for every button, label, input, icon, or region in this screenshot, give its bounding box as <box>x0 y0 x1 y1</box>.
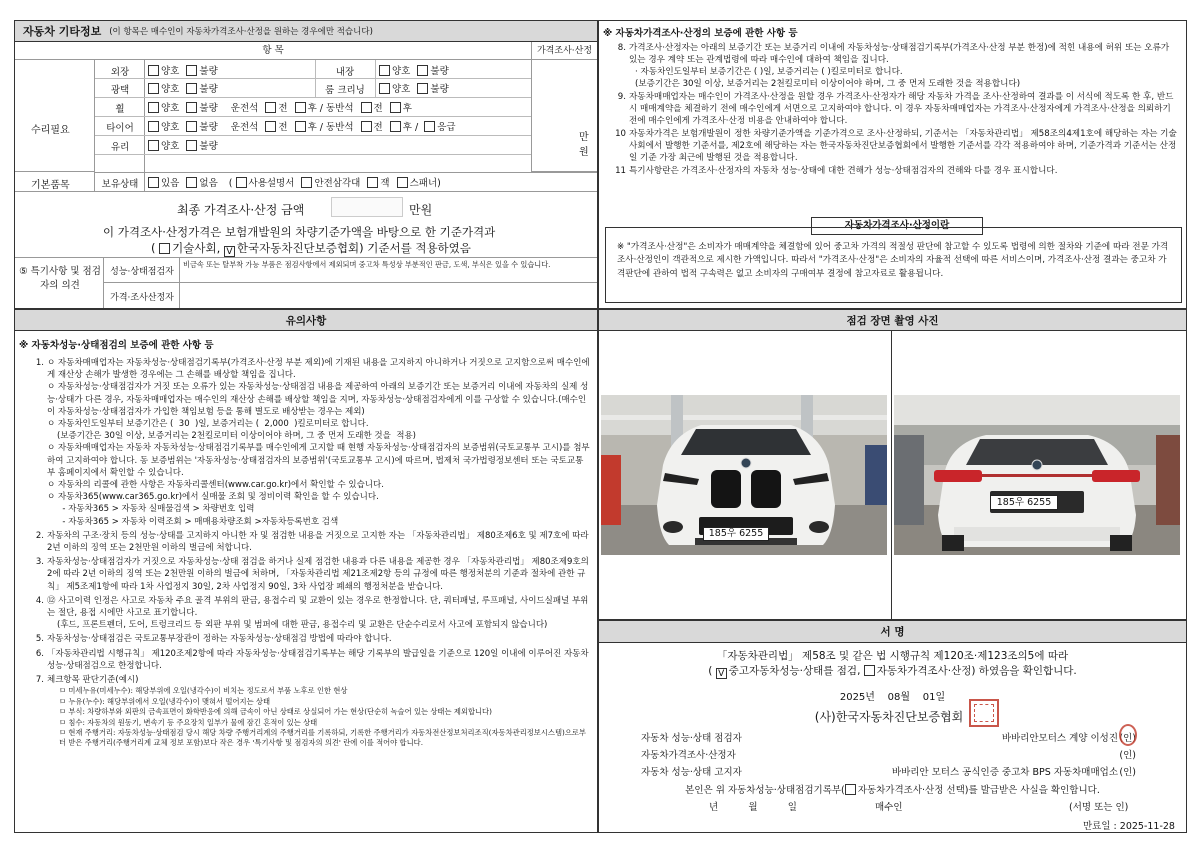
price-warranty-item <box>613 42 1178 66</box>
notice-item <box>31 491 591 503</box>
signature-header <box>599 621 1186 643</box>
tire-rear-slash-label: 후 / <box>402 122 419 133</box>
rear-passenger-label: 후 / 동반석 <box>307 103 354 114</box>
tire-passenger-front-checkbox[interactable] <box>361 121 372 132</box>
sign-perf-label: 중고자동차성능·상태를 점검, <box>728 665 861 677</box>
price-warranty-list <box>613 42 1178 177</box>
item-text: ㅇ 자동차매매업자는 자동차 자동차성능·상태점검기록부를 매수인에게 고지할 때 현행 자동차성능·상태점검자의 보증범위(국토교통부 고시)를 첨부하여 고지하여야 합니다. 동 보증범위는 '자동차성능·상태점검자의 보증범위'(국토교통부 고시)에 따르며, 법제처 국가법령정보센터 또는 국토교통부 홈페이지에서 확인할 수 있습니다. <box>47 443 590 478</box>
item-number: 4. <box>35 595 44 606</box>
notice-item <box>31 479 591 491</box>
sign-price-label: 자동차가격조사·산정) 하였음을 확인합니다. <box>876 665 1077 677</box>
signature-row-value[interactable]: 바바리안 모터스 공식인증 중고차 BPS 자동차매매업소 <box>891 767 1118 778</box>
criteria-item: ㅁ 현재 주행거리: 자동차성능·상태점검 당시 해당 차량 주행거리계의 주행거리를 기록하되, 기록한 주행거리가 자동차전산정보처리조직(자동차관리정보시스템)으로부터 받은 주행거리(주행거리계 교체 정보 포함)보다 작은 경우 '특기사항 및 점검자의 의견' 란에 이를 적어야 합니다. <box>59 727 586 748</box>
rear-passenger-label: 후 / 동반석 <box>307 122 354 133</box>
opt-bad-label: 불량 <box>199 141 218 152</box>
item-text: - 자동차365 > 자동차 이력조회 > 매매용차량조회 >자동차등록번호 검색 <box>57 516 339 527</box>
item-text: - 자동차365 > 자동차 실매물검색 > 차량번호 입력 <box>57 504 255 515</box>
price-warranty-item <box>613 78 1178 90</box>
sign-perf-checkbox[interactable]: V <box>716 668 727 679</box>
item-number: 7. <box>35 675 44 686</box>
opt-good-label: 양호 <box>161 103 180 114</box>
opt-good-label: 양호 <box>161 84 180 95</box>
front-plate: 185우 6255 <box>703 527 769 541</box>
item-number <box>31 381 47 418</box>
wheel-passenger-front-checkbox[interactable] <box>361 102 372 113</box>
opt-bad-label: 불량 <box>430 66 449 77</box>
item-number <box>31 418 47 430</box>
seal-placeholder: (인) <box>1119 733 1136 744</box>
interior-good-checkbox[interactable] <box>379 65 390 76</box>
item-text: 자동차가격은 보험개발원이 정한 차량기준가액을 기준가격으로 조사·산정하되, 기준서는 「자동차관리법」 제58조의4제1호에 해당하는 자는 기술사회에서 발행한 기준서를, 제2호에 해당하는 자는 한국자동차진단보증협회에서 발행한 기준서를 각각 적용하여야 하며, 기준가격과 기준서는 산정일 기준 가장 최근에 발행된 것을 적용합니다. <box>629 129 1177 163</box>
receipt-date: 년 월 일 <box>709 802 797 813</box>
notice-item <box>31 418 591 430</box>
row-tire-label: 타이어 <box>106 123 134 134</box>
tire-bad-checkbox[interactable] <box>186 121 197 132</box>
price-warranty-item <box>613 91 1178 127</box>
price-definition-text: ※ "가격조사·산정"은 소비자가 매매계약을 체결함에 있어 중고차 가격의 적절성 판단에 참고할 수 있도록 법령에 의한 절차와 기준에 따라 전문 가격조사·산정인이 객관적으로 제시한 가액입니다. 따라서 "가격조사·산정"은 소비자의 자율적 선택에 따른 서비스이며, 가격조사·산정 결과는 중고차 가격판단에 관하여 법적 구속력은 없고 소비자의 구매여부 결정에 참고자료로 활용됩니다. <box>617 242 1169 279</box>
other-info-header <box>15 21 597 42</box>
row-glass-label: 유리 <box>110 142 130 153</box>
other-info-section: 자동차 기타정보 (이 항목은 매수인이 자동차가격조사·산정을 원하는 경우에만 적습니다) 항 목 가격조사·산정 만원 수리필요 기본품목 외장 양호 불량 내장 양호 불량 광택 양호 불량 룸 크리닝 양호 불량 휠 양호 불량 운전석 전 후 / 동반석 전 후 타이어 양호 불량 운전석 전 후 / 동반석 전 후 / 응급 유리 양호 불량 보유상태 있음 없음 ( 사용설명서 안전삼각대 잭 스패너) 최종 가격조사·산정 금액 만원 이 가격조사·산정가격은 보험개발원의 차량기준가액을 바탕으로 한 기준가격과 ( 기술사회, V 한국자동차진단보증협회) 기준서를 적용하였음 ⑤ 특기사항 및 점검자의 의견 성능·상태점검자 비금속 또는 탈부착 가능 부품은 점검사항에서 제외되며 중고차 특성상 부분적인 판금, 도색, 부식은 있을 수 있습니다. 가격·조사산정자 <box>14 20 598 309</box>
price-warranty-item <box>613 66 1178 78</box>
item-number <box>31 619 47 631</box>
item-number: 9. <box>617 92 626 102</box>
item-text: 체크항목 판단기준(예시) <box>47 675 139 686</box>
notice-list <box>31 357 591 749</box>
signature-title: 서 명 <box>880 626 905 638</box>
glass-good-checkbox[interactable] <box>148 140 159 151</box>
item-text: 가격조사·산정자는 아래의 보증기간 또는 보증거리 이내에 자동차성능·상태점검기록부(가격조사·산정 부분 한정)에 적힌 내용에 허위 또는 오류가 있는 경우 계약 또는 관계법령에 따라 매수인에 대하여 책임을 집니다. <box>629 43 1170 65</box>
signature-law-line: 「자동차관리법」 제58조 및 같은 법 시행규칙 제120조·제123조의5에 따라 <box>716 650 1069 662</box>
item-text: ㅇ 자동차성능·상태점검자가 거짓 또는 오류가 있는 자동차성능·상태점검 내용을 제공하여 아래의 보증기간 또는 보증거리 이내에 자동차의 실제 성능·상태가 다른 경우, 자동차매매업자는 매수인의 재산상 손해를 배상할 책임을 지며, 자동차성능·상태점검자에게 이를 구상할 수 있습니다.(매수인이 자동차성능·상태점검자가 가입한 책임보험 등을 통해 별도로 배상받는 경우는 제외) <box>47 382 589 417</box>
front-label: 전 <box>278 103 288 114</box>
tire-driver-label: 운전석 <box>230 122 259 133</box>
emergency-label: 응급 <box>437 122 456 133</box>
room-good-checkbox[interactable] <box>379 83 390 94</box>
basis-line1: 이 가격조사·산정가격은 보험개발원의 차량기준가액을 바탕으로 한 기준가격과 <box>103 225 496 239</box>
notice-item <box>31 595 591 619</box>
basis-paren-open: ( <box>151 241 156 255</box>
item-text: ㅇ 자동차인도일부터 보증기간은 ( 30 )일, 보증거리는 ( 2,000 )킬로미터로 합니다. <box>47 419 369 430</box>
opt-bad-label: 불량 <box>199 103 218 114</box>
basis-tech-checkbox[interactable] <box>159 243 170 254</box>
tire-driver-rear-checkbox[interactable] <box>295 121 306 132</box>
item-text: 특기사항란은 가격조사·산정자의 자동차 성능·상태에 대한 견해가 성능·상태점검자의 견해와 다를 경우 표시합니다. <box>629 166 1058 176</box>
row-interior-label: 내장 <box>335 67 355 78</box>
price-warranty-section <box>598 20 1187 309</box>
triangle-checkbox[interactable] <box>301 177 312 188</box>
item-number: 11 <box>615 166 626 176</box>
tire-driver-front-checkbox[interactable] <box>265 121 276 132</box>
receipt-text-b: 자동차가격조사·산정 선택)를 발급받은 사실을 확인합니다. <box>857 785 1100 796</box>
photo-section <box>598 309 1187 620</box>
item-number <box>31 479 47 491</box>
basic-label: 기본품목 <box>31 180 70 191</box>
item-text: 자동차매매업자는 매수인이 가격조사·산정을 원할 경우 가격조사·산정자가 해당 자동차 가격을 조사·산정하여 결과를 이 서식에 적도록 한 후, 반드시 매매계약을 체결하기 전에 매수인에게 서면으로 고지하여야 합니다. 이 경우 자동차매매업자는 가격조사·산정자에게 가격조사·산정을 의뢰하기 전에 매수인에게 가격조사·산정 비용을 안내하여야 합니다. <box>629 92 1174 126</box>
item-text: ㅇ 자동차의 리콜에 관한 사항은 자동차리콜센터(www.car.go.kr)에서 확인할 수 있습니다. <box>47 480 384 491</box>
item-number: 8. <box>617 43 626 53</box>
price-inspector-label: 가격·조사산정자 <box>110 293 174 303</box>
signature-org: (사)한국자동차진단보증협회 <box>814 710 964 724</box>
basis-kaida-label: 한국자동차진단보증협회 <box>236 241 360 255</box>
item-number: 1. <box>35 358 44 368</box>
item-number <box>31 503 47 515</box>
wheel-good-checkbox[interactable] <box>148 102 159 113</box>
row-exterior-label: 외장 <box>110 67 130 78</box>
price-definition-subtitle: 자동차가격조사·산정이란 <box>811 217 983 235</box>
jack-label: 잭 <box>380 178 390 189</box>
sign-price-checkbox[interactable] <box>864 665 875 676</box>
notice-item <box>31 674 591 686</box>
tire-emergency-checkbox[interactable] <box>424 121 435 132</box>
col-item-header: 항 목 <box>15 42 531 60</box>
opt-good-label: 양호 <box>161 141 180 152</box>
wheel-driver-rear-checkbox[interactable] <box>295 102 306 113</box>
item-number: 3. <box>35 557 44 568</box>
perf-inspector-opinion: 비금속 또는 탈부착 가능 부품은 점검사항에서 제외되며 중고차 특성상 부분적인 판금, 도색, 부식은 있을 수 있습니다. <box>183 260 551 269</box>
receipt-text-a: 본인은 위 자동차성능·상태점검기록부( <box>685 785 845 796</box>
seal-placeholder: (인) <box>1119 750 1136 761</box>
notice-section <box>14 309 598 833</box>
final-amount-unit: 만원 <box>409 203 433 217</box>
price-warranty-title: ※ 자동차가격조사·산정의 보증에 관한 사항 등 <box>603 28 798 39</box>
signature-rows <box>599 728 1186 779</box>
opt-bad-label: 불량 <box>199 84 218 95</box>
item-number <box>31 516 47 528</box>
wheel-bad-checkbox[interactable] <box>186 102 197 113</box>
opt-bad-label: 불량 <box>199 66 218 77</box>
perf-inspector-label: 성능·상태점검자 <box>110 267 174 277</box>
exterior-bad-checkbox[interactable] <box>186 65 197 76</box>
manual-label: 사용설명서 <box>248 178 295 189</box>
item-number: 6. <box>35 648 44 659</box>
final-amount-label: 최종 가격조사·산정 금액 <box>177 203 305 217</box>
basic-none-checkbox[interactable] <box>186 177 197 188</box>
manual-checkbox[interactable] <box>236 177 247 188</box>
notice-item <box>31 516 591 528</box>
row-status-label: 보유상태 <box>101 179 139 190</box>
wheel-passenger-rear-checkbox[interactable] <box>390 102 401 113</box>
signature-row-value[interactable]: 바바리안모터스 계양 이성진 <box>1001 733 1118 744</box>
notice-item <box>31 648 591 672</box>
item-number <box>613 78 629 90</box>
other-info-note: (이 항목은 매수인이 자동차가격조사·산정을 원하는 경우에만 적습니다) <box>109 27 373 37</box>
item-text: · 자동차인도일부터 보증기간은 ( )일, 보증거리는 ( )킬로미터로 합니다. <box>635 67 903 77</box>
glass-bad-checkbox[interactable] <box>186 140 197 151</box>
wheel-driver-label: 운전석 <box>230 103 259 114</box>
triangle-label: 안전삼각대 <box>314 178 361 189</box>
price-warranty-item <box>613 165 1178 177</box>
none-label: 없음 <box>199 178 218 189</box>
price-unit-manwon: 만원 <box>579 132 589 158</box>
item-text: (보증기간은 30일 이상, 보증거리는 2천킬로미터 이상이어야 하며, 그 중 먼저 도래한 것을 적용) <box>57 431 416 442</box>
opt-bad-label: 불량 <box>430 84 449 95</box>
photo-title: 점검 장면 촬영 사진 <box>846 314 939 327</box>
rear-plate: 185우 6255 <box>990 495 1058 510</box>
special-notes-label: ⑤ 특기사항 및 점검자의 의견 <box>19 266 101 291</box>
seal-placeholder: (인) <box>1119 767 1136 778</box>
col-price-header: 가격조사·산정 <box>531 42 597 60</box>
front-label: 전 <box>278 122 288 133</box>
item-number: 2. <box>35 530 44 541</box>
signature-date: 2025년 08월 01일 <box>839 692 946 703</box>
notice-header <box>15 310 597 331</box>
buyer-label: 매수인 <box>875 802 903 813</box>
notice-title: 유의사항 <box>285 314 327 327</box>
notice-item <box>31 530 591 554</box>
expiry-date: 만료일 : 2025-11-28 <box>1083 821 1175 832</box>
signature-row <box>599 762 1186 779</box>
signature-row-label: 자동차 성능·상태 고지자 <box>641 767 742 778</box>
item-text: ⑫ 사고이력 인정은 사고로 자동차 주요 골격 부위의 판금, 용접수리 및 교환이 있는 경우로 한정합니다. 단, 쿼터패널, 루프패널, 사이드실패널 부위는 절단, 용접 시에만 사고로 표기합니다. <box>47 595 589 619</box>
front-car-photo <box>601 395 887 555</box>
item-number: 10 <box>615 129 626 139</box>
tire-passenger-rear-checkbox[interactable] <box>390 121 401 132</box>
notice-subtitle: ※ 자동차성능·상태점검의 보증에 관한 사항 등 <box>19 340 214 351</box>
notice-item <box>31 381 591 418</box>
org-seal <box>969 699 999 727</box>
rear-car-photo <box>894 395 1180 555</box>
exterior-good-checkbox[interactable] <box>148 65 159 76</box>
notice-item <box>31 633 591 645</box>
opt-bad-label: 불량 <box>199 122 218 133</box>
gloss-bad-checkbox[interactable] <box>186 83 197 94</box>
item-text: ㅇ 자동차매매업자는 자동차성능·상태점검기록부(가격조사·산정 부분 제외)에 기재된 내용을 고지하지 아니하거나 거짓으로 고지함으로써 매수인에게 재산상 손해가 발생한 경우에는 그 손해를 배상할 책임을 집니다. <box>47 358 590 381</box>
signature-row-label: 자동차가격조사·산정자 <box>641 750 736 761</box>
notice-item <box>31 442 591 479</box>
room-bad-checkbox[interactable] <box>417 83 428 94</box>
item-number: 5. <box>35 634 44 645</box>
row-room-label: 룸 크리닝 <box>325 85 365 96</box>
opt-good-label: 양호 <box>392 66 411 77</box>
item-number <box>31 491 47 503</box>
tire-good-checkbox[interactable] <box>148 121 159 132</box>
opt-good-label: 양호 <box>392 84 411 95</box>
receipt-price-checkbox[interactable] <box>845 784 856 795</box>
front-label: 전 <box>373 103 383 114</box>
item-text: 자동차의 구조·장치 등의 성능·상태를 고지하지 아니한 자 및 점검한 내용을 거짓으로 고지한 자는 「자동차관리법」 제80조제6호 및 제7호에 따라 2년 이하의 징역 또는 2천만원 이하의 벌금에 처합니다. <box>47 530 592 554</box>
row-gloss-label: 광택 <box>110 85 130 96</box>
basis-tech-label: 기술사회, <box>172 241 221 255</box>
item-text: 「자동차관리법 시행규칙」 제120조제2항에 따라 자동차성능·상태점검기록부는 해당 기록부의 발급일을 기준으로 120일 이내에 이루어진 자동차 성능·상태점검으로 한정합니다. <box>47 648 592 671</box>
signature-row <box>599 745 1186 762</box>
criteria-item: ㅁ 침수: 자동차의 원동기, 변속기 등 주요장치 일부가 물에 잠긴 흔적이 있는 상태 <box>59 717 318 727</box>
notice-item <box>31 430 591 442</box>
item-text: 자동차성능·상태점검자가 거짓으로 자동차성능·상태 점검을 하거나 실제 점검한 내용과 다른 내용을 제공한 경우 「자동차관리법」 제80조제9호의2에 따라 2년 이하의 징역 또는 2천만원 이하의 벌금에 처하며, 「자동차관리법 제21조제2항 등의 규정에 따른 행정처분의 기준과 절차에 관한 규칙」 제5조제1항에 따라 1차 사업정지 30일, 2차 사업정지 90일, 3차 사업장 폐쇄의 행정처분을 받습니다. <box>47 557 589 592</box>
price-warranty-item <box>613 128 1178 164</box>
signature-row <box>599 728 1186 745</box>
basis-kaida-checkbox[interactable]: V <box>224 246 235 257</box>
rear-label: 후 <box>402 103 412 114</box>
spanner-label: 스패너 <box>409 178 438 189</box>
item-number <box>31 430 47 442</box>
item-number <box>613 66 629 78</box>
spanner-checkbox[interactable] <box>397 177 408 188</box>
opt-good-label: 양호 <box>161 122 180 133</box>
photo-header <box>599 310 1186 331</box>
opt-good-label: 양호 <box>161 66 180 77</box>
gloss-good-checkbox[interactable] <box>148 83 159 94</box>
basis-paren-close: ) 기준서를 적용하였음 <box>359 241 471 255</box>
other-info-title: 자동차 기타정보 <box>23 25 102 38</box>
front-label: 전 <box>373 122 383 133</box>
criteria-list <box>31 686 591 748</box>
jack-checkbox[interactable] <box>367 177 378 188</box>
final-amount-input[interactable] <box>331 197 403 217</box>
basic-has-checkbox[interactable] <box>148 177 159 188</box>
signature-row-label: 자동차 성능·상태 점검자 <box>641 733 742 744</box>
buyer-sign-field[interactable]: (서명 또는 인) <box>1069 802 1129 813</box>
item-text: (보증기간은 30일 이상, 보증거리는 2천킬로미터 이상이어야 하며, 그 중 먼저 도래한 것을 적용합니다) <box>635 79 1021 89</box>
sign-paren-open: ( <box>708 665 713 677</box>
criteria-item: ㅁ 미세누유(미세누수): 해당부위에 오일(냉각수)이 비치는 정도로서 부품 노후로 인한 현상 <box>59 686 348 696</box>
inspector-seal <box>1119 724 1137 746</box>
item-text: 자동차성능·상태점검은 국토교통부장관이 정하는 자동차성능·상태점검 방법에 따라야 합니다. <box>47 634 392 645</box>
item-number <box>31 442 47 479</box>
row-wheel-label: 휠 <box>115 104 125 115</box>
repair-label: 수리필요 <box>31 125 70 136</box>
criteria-item: ㅁ 누유(누수): 해당부위에서 오일(냉각수)이 맺혀서 떨어지는 상태 <box>59 696 271 706</box>
criteria-item: ㅁ 부식: 차량하부와 외판의 금속표면이 화학반응에 의해 금속이 아닌 상태로 상실되어 가는 현상(단순히 녹슬어 있는 상태는 제외합니다) <box>59 707 492 717</box>
notice-item <box>31 503 591 515</box>
item-text: (후드, 프론트펜더, 도어, 트렁크리드 등 외판 부위 및 범퍼에 대한 판금, 용접수리 및 교환은 단순수리로서 사고에 포함되지 않습니다) <box>57 620 548 631</box>
interior-bad-checkbox[interactable] <box>417 65 428 76</box>
signature-section <box>598 620 1187 833</box>
item-text: ㅇ 자동차365(www.car365.go.kr)에서 실매물 조회 및 정비이력 확인을 할 수 있습니다. <box>47 492 379 503</box>
notice-item <box>31 619 591 631</box>
has-label: 있음 <box>161 178 180 189</box>
notice-item <box>31 357 591 381</box>
notice-item <box>31 556 591 593</box>
wheel-driver-front-checkbox[interactable] <box>265 102 276 113</box>
